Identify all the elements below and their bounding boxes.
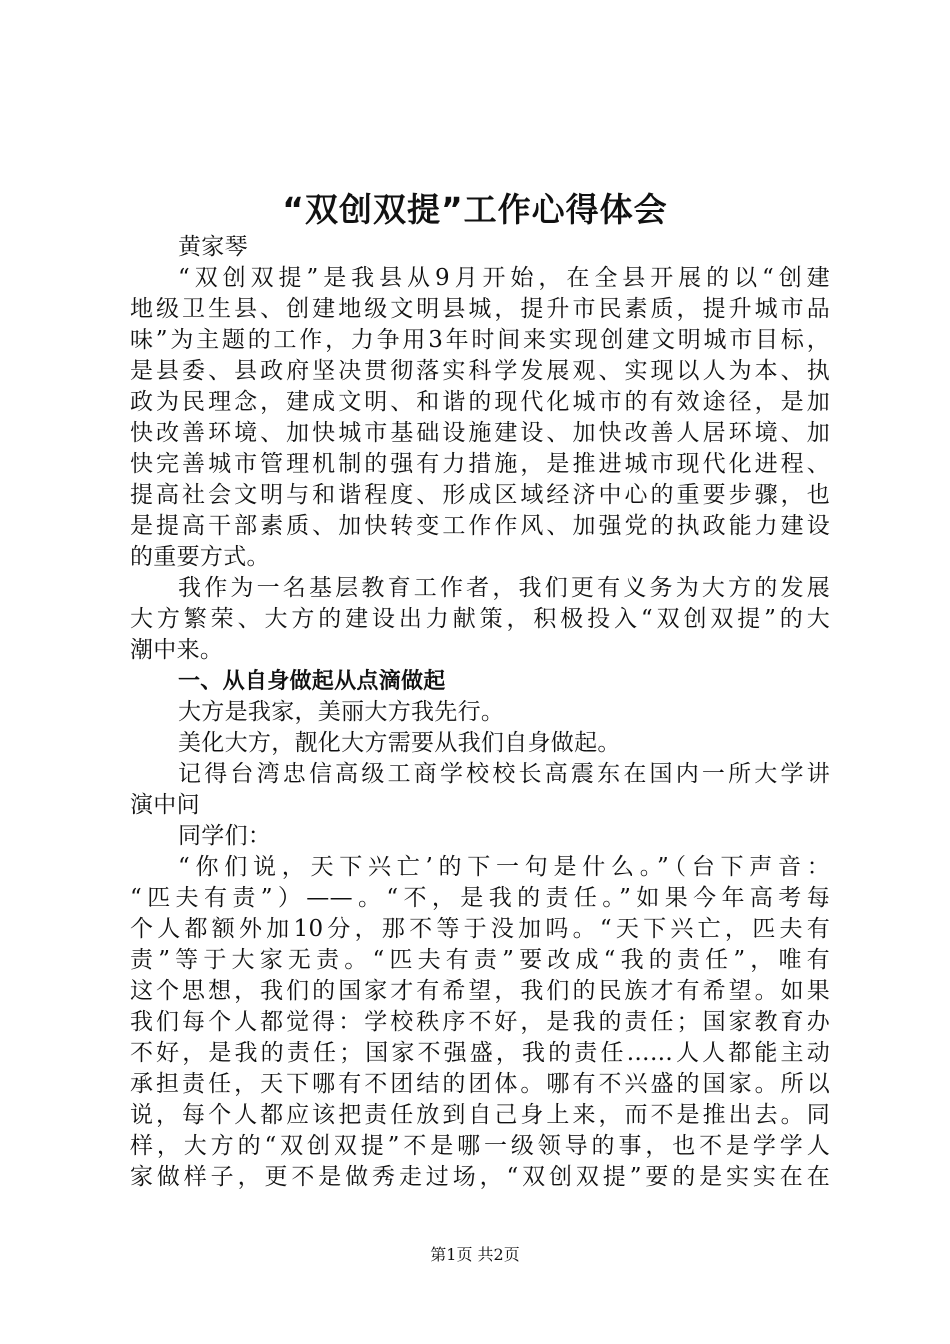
- text-line: 快完善城市管理机制的强有力措施，是推进城市现代化进程、: [130, 451, 830, 477]
- text-line: 家做样子，更不是做秀走过场，“双创双提”要的是实实在在: [130, 1164, 830, 1190]
- text-line: 同学们：: [178, 823, 272, 849]
- text-line: 我们每个人都觉得：学校秩序不好，是我的责任；国家教育办: [130, 1009, 830, 1035]
- text-line: 大方是我家，美丽大方我先行。: [178, 699, 505, 725]
- text-line: 不好，是我的责任；国家不强盛，我的责任……人人都能主动: [130, 1040, 830, 1066]
- page-number: 第1页 共2页: [430, 1245, 520, 1264]
- text-line: 大方繁荣、大方的建设出力献策，积极投入“双创双提”的大: [130, 606, 830, 632]
- text-line: “双创双提”是我县从9月开始，在全县开展的以“创建: [178, 265, 830, 291]
- document-body: [130, 232, 830, 1193]
- text-line: 演中问: [130, 792, 200, 818]
- text-line: 样，大方的“双创双提”不是哪一级领导的事，也不是学学人: [130, 1133, 830, 1159]
- text-line: 提高社会文明与和谐程度、形成区域经济中心的重要步骤，也: [130, 482, 830, 508]
- text-line: 说，每个人都应该把责任放到自己身上来，而不是推出去。同: [130, 1102, 830, 1128]
- text-line: 快改善环境、加快城市基础设施建设、加快改善人居环境、加: [130, 420, 830, 446]
- text-line: 个人都额外加10分，那不等于没加吗。“天下兴亡，匹夫有: [130, 916, 830, 942]
- text-line: 责”等于大家无责。“匹夫有责”要改成“我的责任”，唯有: [130, 947, 830, 973]
- text-line: 我作为一名基层教育工作者，我们更有义务为大方的发展: [178, 575, 830, 601]
- text-line: 美化大方，靓化大方需要从我们自身做起。: [178, 730, 621, 756]
- body-text: [130, 263, 830, 1193]
- text-line: 这个思想，我们的国家才有希望，我们的民族才有希望。如果: [130, 978, 830, 1004]
- section-heading: 一、从自身做起从点滴做起: [178, 669, 446, 694]
- document-title: “双创双提”工作心得体会: [282, 190, 668, 229]
- text-line: 政为民理念，建成文明、和谐的现代化城市的有效途径，是加: [130, 389, 830, 415]
- text-line: 的重要方式。: [130, 544, 270, 570]
- text-line: 潮中来。: [130, 637, 224, 663]
- text-line: “你们说，天下兴亡’的下一句是什么。”（台下声音：: [178, 854, 830, 880]
- text-line: 味”为主题的工作，力争用3年时间来实现创建文明城市目标，: [130, 327, 830, 353]
- text-line: 是县委、县政府坚决贯彻落实科学发展观、实现以人为本、执: [130, 358, 830, 384]
- text-line: 是提高干部素质、加快转变工作作风、加强党的执政能力建设: [130, 513, 830, 539]
- author-line: 黄家琴: [178, 234, 248, 260]
- text-line: 承担责任，天下哪有不团结的团体。哪有不兴盛的国家。所以: [130, 1071, 830, 1097]
- text-line: 地级卫生县、创建地级文明县城，提升市民素质，提升城市品: [130, 296, 830, 322]
- text-line: “匹夫有责”）——。“不，是我的责任。”如果今年高考每: [130, 885, 830, 911]
- text-line: 记得台湾忠信高级工商学校校长高震东在国内一所大学讲: [178, 761, 830, 787]
